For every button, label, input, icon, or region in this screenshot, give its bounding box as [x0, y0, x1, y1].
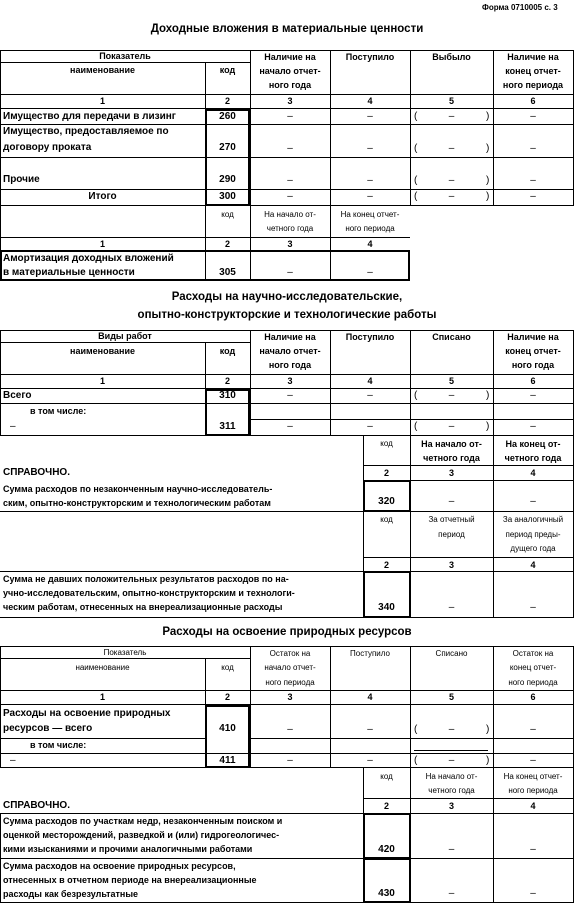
- col-num: 4: [367, 376, 373, 386]
- cell-dash: –: [287, 143, 293, 154]
- start-header: ного года: [268, 80, 312, 90]
- col-num: 3: [287, 96, 293, 106]
- code-header: код: [221, 663, 234, 672]
- cell-dash: –: [448, 175, 455, 186]
- end-header: конец отчет-: [509, 663, 557, 672]
- cell-dash: –: [530, 496, 536, 507]
- row-code: 270: [219, 142, 236, 153]
- ref-text: Сумма расходов по незаконченным научно-исследователь-: [3, 484, 273, 494]
- row-name: договору проката: [3, 142, 92, 153]
- cell-dash: –: [448, 724, 455, 735]
- col-num: 4: [367, 96, 373, 106]
- ref-end-header: ного периода: [508, 786, 558, 795]
- ref-text: отнесенных в отчетном периоде на внереализационные: [3, 875, 257, 885]
- cell-dash: –: [448, 844, 455, 855]
- start-header: начало отчет-: [259, 66, 321, 76]
- received-header: Поступило: [350, 649, 390, 658]
- paren-close: ): [486, 175, 490, 186]
- cell-dash: –: [287, 755, 293, 766]
- start-header: Остаток на: [269, 649, 311, 658]
- cell-dash: –: [530, 390, 536, 401]
- cell-dash: –: [448, 755, 455, 766]
- paren-open: (: [414, 175, 418, 186]
- cell-dash: –: [530, 724, 536, 735]
- col-num: 5: [448, 376, 454, 386]
- col-num: 3: [287, 376, 293, 386]
- indicator-header: Показатель: [99, 51, 151, 61]
- start-header: начало отчет-: [259, 346, 321, 356]
- ref-text: расходы как безрезультатные: [3, 889, 139, 899]
- cell-dash: –: [287, 111, 293, 122]
- paren-open: (: [414, 143, 418, 154]
- cell-dash: –: [287, 191, 293, 202]
- cell-dash: –: [367, 111, 373, 122]
- end-header: ного периода: [508, 678, 558, 687]
- ref2-end-header: период преды-: [505, 530, 561, 539]
- ref-code-header: код: [380, 439, 393, 448]
- row-code: 305: [219, 267, 236, 278]
- including-label: в том числе:: [30, 406, 87, 416]
- row-code: 340: [378, 602, 395, 613]
- col-num: 6: [530, 376, 536, 386]
- section2-title: Расходы на научно-исследовательские,: [171, 291, 403, 303]
- ref-start-header: четного года: [423, 453, 480, 463]
- cell-dash: –: [367, 191, 373, 202]
- row-name: ресурсов — всего: [3, 723, 93, 734]
- ref-end-header: четного года: [504, 453, 562, 463]
- end-header: ного года: [511, 360, 555, 370]
- ref-text: Сумма расходов по участкам недр, незаконченным поиском и: [3, 816, 283, 826]
- col-num: 3: [287, 239, 293, 249]
- row-name: Амортизация доходных вложений: [3, 253, 174, 264]
- start-header: Наличие на: [264, 332, 316, 342]
- row-code: 260: [219, 111, 236, 122]
- ref-end-header: На конец отчет-: [503, 772, 563, 781]
- amort-end-header: ного периода: [345, 224, 395, 233]
- start-header: начало отчет-: [264, 663, 316, 672]
- ref-code-header: код: [380, 772, 393, 781]
- ref2-start-header: период: [438, 530, 465, 539]
- col-num: 6: [530, 96, 536, 106]
- col-num: 3: [448, 560, 454, 570]
- col-num: 2: [224, 376, 230, 386]
- col-num: 1: [99, 239, 105, 249]
- including-label: в том числе:: [30, 740, 87, 750]
- cell-dash: –: [530, 888, 536, 899]
- amort-start-header: четного года: [266, 224, 314, 233]
- paren-close: ): [486, 390, 490, 401]
- row-code: 411: [219, 755, 236, 766]
- cell-dash: –: [448, 421, 455, 432]
- col-num: 2: [383, 560, 389, 570]
- ref-text: ским, опытно-конструкторским и технологическим работам: [3, 498, 271, 508]
- col-num: 3: [287, 692, 293, 702]
- cell-dash: –: [367, 267, 373, 278]
- form-label: Форма 0710005 с. 3: [482, 3, 558, 12]
- col-num: 2: [224, 239, 230, 249]
- code-header: код: [219, 65, 236, 75]
- amort-code-header: код: [221, 210, 234, 219]
- cell-dash: –: [448, 111, 455, 122]
- ref-text: кими изысканиями и прочими аналогичными работами: [3, 844, 253, 854]
- name-header: наименование: [75, 663, 130, 672]
- cell-dash: –: [367, 143, 373, 154]
- name-header: наименование: [70, 346, 135, 356]
- col-num: 1: [99, 376, 105, 386]
- ref-end-header: На конец от-: [505, 439, 561, 449]
- row-name: в материальные ценности: [3, 267, 135, 278]
- ref-start-header: На начало от-: [421, 439, 482, 449]
- received-header: Поступило: [345, 332, 395, 342]
- section1-title: Доходные вложения в материальные ценности: [150, 23, 424, 35]
- col-num: 2: [383, 801, 389, 811]
- paren-open: (: [414, 724, 418, 735]
- cell-dash: –: [530, 755, 536, 766]
- col-num: 2: [224, 692, 230, 702]
- disposed-header: Выбыло: [432, 52, 471, 62]
- paren-close: ): [486, 421, 490, 432]
- cell-dash: –: [530, 602, 536, 613]
- received-header: Поступило: [345, 52, 395, 62]
- cell-dash: –: [287, 175, 293, 186]
- cell-dash: –: [10, 421, 16, 432]
- ref-text: Сумма расходов на освоение природных ресурсов,: [3, 861, 236, 871]
- paren-close: ): [486, 755, 490, 766]
- cell-dash: –: [367, 175, 373, 186]
- ref-text: ческим работам, отнесенных на внереализационные расходы: [3, 602, 283, 612]
- col-num: 4: [530, 560, 536, 570]
- start-header: ного года: [268, 360, 312, 370]
- col-num: 2: [224, 96, 230, 106]
- kind-header: Виды работ: [98, 331, 152, 341]
- cell-dash: –: [448, 602, 455, 613]
- col-num: 4: [367, 239, 373, 249]
- cell-dash: –: [287, 421, 293, 432]
- row-name: Прочие: [3, 174, 40, 185]
- row-name: Всего: [3, 390, 32, 401]
- writtenoff-header: Списано: [432, 332, 471, 342]
- code-header: код: [219, 346, 236, 356]
- ref2-code-header: код: [380, 515, 393, 524]
- end-header: Наличие на: [507, 332, 559, 342]
- row-name: Расходы на освоение природных: [3, 708, 171, 719]
- cell-dash: –: [530, 175, 536, 186]
- col-num: 5: [448, 96, 454, 106]
- cell-dash: –: [287, 724, 293, 735]
- row-code: 430: [378, 888, 395, 899]
- cell-dash: –: [448, 143, 455, 154]
- cell-dash: –: [448, 191, 455, 202]
- row-name: Имущество для передачи в лизинг: [3, 111, 176, 122]
- row-name: Имущество, предоставляемое по: [3, 126, 169, 137]
- paren-open: (: [414, 755, 418, 766]
- cell-dash: –: [10, 755, 16, 766]
- cell-dash: –: [287, 390, 293, 401]
- reference-label: СПРАВОЧНО.: [3, 467, 70, 478]
- col-num: 2: [383, 468, 389, 478]
- cell-dash: –: [448, 496, 455, 507]
- cell-dash: –: [448, 390, 455, 401]
- paren-close: ): [486, 111, 490, 122]
- section3-title: Расходы на освоение природных ресурсов: [162, 626, 412, 638]
- end-header: конец отчет-: [505, 66, 561, 76]
- paren-open: (: [414, 191, 418, 202]
- cell-dash: –: [367, 755, 373, 766]
- row-code: 420: [378, 844, 395, 855]
- ref-text: оценкой месторождений, разведкой и (или) гидрогеологичес-: [3, 830, 280, 840]
- amort-start-header: На начало от-: [264, 210, 316, 219]
- row-code: 410: [219, 723, 236, 734]
- col-num: 4: [367, 692, 373, 702]
- cell-dash: –: [530, 421, 536, 432]
- end-header: конец отчет-: [505, 346, 561, 356]
- paren-close: ): [486, 143, 490, 154]
- col-num: 3: [448, 468, 454, 478]
- end-header: Остаток на: [512, 649, 554, 658]
- cell-dash: –: [530, 844, 536, 855]
- amort-end-header: На конец отчет-: [340, 210, 400, 219]
- col-num: 3: [448, 801, 454, 811]
- cell-dash: –: [367, 390, 373, 401]
- cell-dash: –: [367, 724, 373, 735]
- row-code: 311: [219, 421, 236, 432]
- indicator-header: Показатель: [103, 648, 147, 657]
- row-code: 320: [378, 496, 395, 507]
- ref-text: Сумма не давших положительных результатов расходов по на-: [3, 574, 289, 584]
- col-num: 1: [99, 96, 105, 106]
- cell-dash: –: [287, 267, 293, 278]
- ref2-end-header: дущего года: [510, 544, 556, 553]
- ref-start-header: четного года: [428, 786, 475, 795]
- cell-dash: –: [530, 111, 536, 122]
- reference-label: СПРАВОЧНО.: [3, 800, 70, 811]
- name-header: наименование: [70, 65, 135, 75]
- row-code: 310: [219, 390, 236, 401]
- start-header: Наличие на: [264, 52, 316, 62]
- paren-close: ): [486, 724, 490, 735]
- col-num: 5: [448, 692, 454, 702]
- paren-open: (: [414, 111, 418, 122]
- end-header: Наличие на: [507, 52, 559, 62]
- section2-title: опытно-конструкторские и технологические работы: [137, 309, 437, 321]
- start-header: ного периода: [265, 678, 315, 687]
- col-num: 4: [530, 468, 536, 478]
- col-num: 4: [530, 801, 536, 811]
- ref-text: учно-исследовательским, опытно-конструкторским и технологи-: [3, 588, 295, 598]
- row-code: 300: [219, 191, 236, 202]
- ref2-end-header: За аналогичный: [502, 515, 564, 524]
- ref-start-header: На начало от-: [425, 772, 478, 781]
- writtenoff-header: Списано: [435, 649, 468, 658]
- row-code: 290: [219, 174, 236, 185]
- cell-dash: –: [530, 191, 536, 202]
- end-header: ного периода: [502, 80, 564, 90]
- col-num: 6: [530, 692, 536, 702]
- paren-open: (: [414, 421, 418, 432]
- row-name-total: Итого: [88, 191, 117, 202]
- paren-open: (: [414, 390, 418, 401]
- ref2-start-header: За отчетный: [428, 515, 475, 524]
- cell-dash: –: [448, 888, 455, 899]
- col-num: 1: [99, 692, 105, 702]
- paren-close: ): [486, 191, 490, 202]
- cell-dash: –: [530, 143, 536, 154]
- cell-dash: –: [367, 421, 373, 432]
